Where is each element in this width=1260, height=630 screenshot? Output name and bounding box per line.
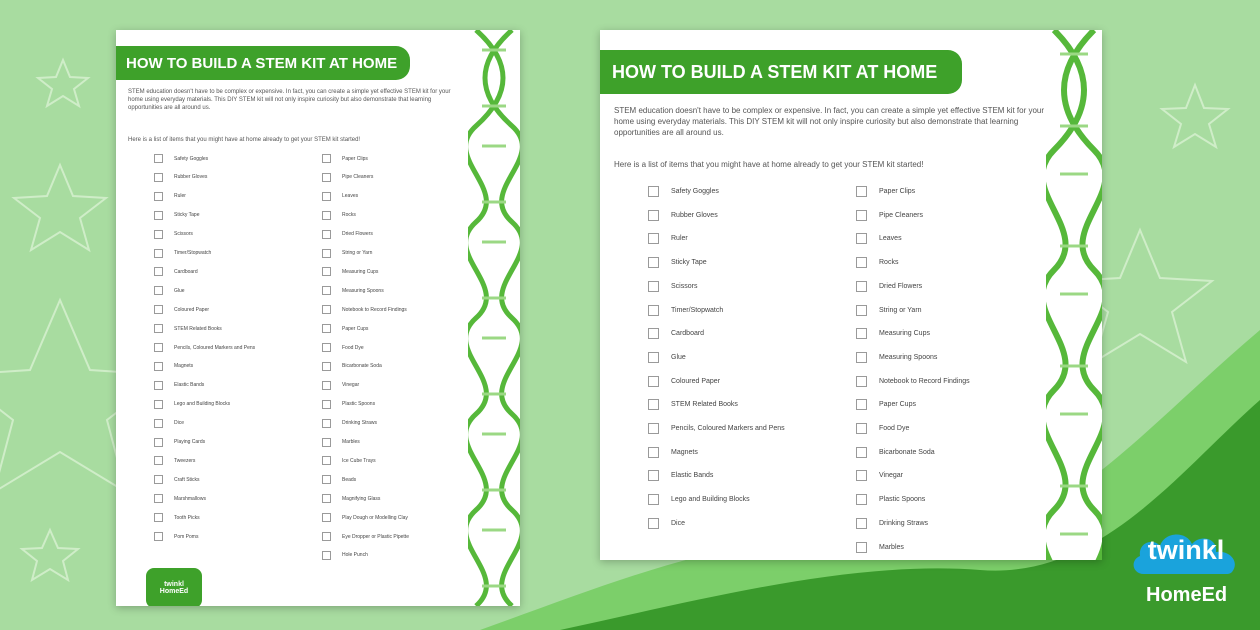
checklist-item[interactable] bbox=[856, 281, 922, 292]
checklist-item[interactable] bbox=[322, 494, 380, 503]
checklist-item-label: Magnets bbox=[174, 363, 194, 370]
checklist-item-label: Timer/Stopwatch bbox=[671, 306, 724, 314]
checklist-item-label: STEM Related Books bbox=[671, 401, 738, 409]
checkbox[interactable] bbox=[856, 470, 867, 481]
checklist-item[interactable] bbox=[322, 362, 382, 371]
checkbox[interactable] bbox=[856, 352, 867, 363]
checklist-item-label: Dice bbox=[671, 519, 686, 527]
checklist-item[interactable] bbox=[322, 438, 360, 447]
checkbox[interactable] bbox=[322, 551, 331, 560]
checklist-item[interactable] bbox=[154, 173, 207, 182]
intro-paragraph: STEM education doesn't have to be complex or expensive. In fact, you can create a simple yet effective STEM kit for your home using everyday materials. This DIY STEM kit will not only inspire curiosity but also demonstrate that learning opportunities are all around us. bbox=[128, 89, 451, 112]
checklist-item[interactable] bbox=[856, 423, 909, 434]
checklist-item[interactable] bbox=[648, 328, 704, 339]
checklist-item[interactable] bbox=[856, 257, 898, 268]
checkbox[interactable] bbox=[322, 324, 331, 333]
checklist-item-label: String or Yarn bbox=[342, 250, 373, 256]
checklist-item[interactable] bbox=[648, 399, 738, 410]
checkbox[interactable] bbox=[154, 494, 163, 503]
checkbox[interactable] bbox=[154, 343, 163, 352]
checkbox[interactable] bbox=[154, 381, 163, 390]
checklist-item[interactable] bbox=[322, 173, 373, 182]
checkbox[interactable] bbox=[648, 210, 659, 221]
checklist-item-label: Pipe Cleaners bbox=[342, 174, 374, 181]
checkbox[interactable] bbox=[154, 173, 163, 182]
checklist-item[interactable] bbox=[154, 286, 185, 295]
checklist-item[interactable] bbox=[856, 305, 922, 316]
checklist-item-label: Rubber Gloves bbox=[671, 211, 718, 219]
checklist-item[interactable] bbox=[154, 438, 205, 447]
checkbox[interactable] bbox=[648, 447, 659, 458]
checklist-item[interactable] bbox=[154, 305, 209, 314]
checklist-item[interactable] bbox=[648, 470, 713, 481]
checklist-item-label: Ruler bbox=[174, 193, 186, 200]
checkbox[interactable] bbox=[856, 328, 867, 339]
checklist-item[interactable] bbox=[154, 362, 193, 371]
checkbox[interactable] bbox=[856, 518, 867, 529]
checklist-item-label: Plastic Spoons bbox=[879, 496, 926, 504]
checklist-item[interactable] bbox=[648, 447, 698, 458]
checkbox[interactable] bbox=[648, 494, 659, 505]
checkbox[interactable] bbox=[322, 381, 331, 390]
checklist-item[interactable] bbox=[322, 343, 364, 352]
checkbox[interactable] bbox=[322, 305, 331, 314]
twinkl-homeed-logo bbox=[1128, 528, 1246, 618]
checkbox[interactable] bbox=[322, 192, 331, 201]
checklist-item-label: Food Dye bbox=[342, 344, 364, 351]
checklist-item[interactable] bbox=[856, 210, 923, 221]
checkbox[interactable] bbox=[322, 400, 331, 409]
checkbox[interactable] bbox=[856, 376, 867, 387]
checklist-item-label: Ruler bbox=[671, 235, 688, 243]
checklist-item-label: Cardboard bbox=[174, 268, 198, 275]
checkbox[interactable] bbox=[154, 400, 163, 409]
checklist-item[interactable] bbox=[322, 211, 356, 220]
checklist-item-label: Pom Poms bbox=[174, 533, 199, 540]
checkbox[interactable] bbox=[322, 343, 331, 352]
checklist-item-label: Glue bbox=[174, 287, 185, 294]
checklist-item-label: Elastic Bands bbox=[671, 472, 714, 480]
checklist-item[interactable] bbox=[648, 494, 750, 505]
list-intro-text: Here is a list of items that you might have at home already to get your STEM kit started! bbox=[614, 160, 924, 169]
checklist-item[interactable] bbox=[856, 399, 916, 410]
checklist-item-label: Paper Clips bbox=[342, 155, 368, 162]
checklist-item[interactable] bbox=[154, 230, 193, 239]
checklist-item-label: Measuring Spoons bbox=[342, 287, 384, 294]
logo-small-line2: HomeEd bbox=[159, 588, 189, 595]
dna-helix-decoration bbox=[1046, 30, 1102, 560]
worksheet-preview-left bbox=[116, 30, 520, 606]
checklist-item-label: Safety Goggles bbox=[174, 155, 209, 162]
checklist-item[interactable] bbox=[648, 186, 719, 197]
checkbox[interactable] bbox=[856, 494, 867, 505]
checklist-item[interactable] bbox=[322, 192, 358, 201]
checklist-item[interactable] bbox=[154, 324, 222, 333]
checkbox[interactable] bbox=[648, 281, 659, 292]
checkbox[interactable] bbox=[322, 286, 331, 295]
checkbox[interactable] bbox=[856, 233, 867, 244]
checkbox[interactable] bbox=[856, 257, 867, 268]
checklist-item[interactable] bbox=[856, 447, 935, 458]
checklist-item[interactable] bbox=[856, 518, 928, 529]
checklist-item-label: Play Dough or Modelling Clay bbox=[342, 514, 408, 521]
checklist-item[interactable] bbox=[322, 551, 368, 560]
checklist-item-label: Marbles bbox=[879, 543, 904, 551]
checklist-item-label: Craft Sticks bbox=[174, 476, 200, 483]
checkbox[interactable] bbox=[648, 305, 659, 316]
checklist-item-label: Glue bbox=[671, 353, 686, 361]
checkbox[interactable] bbox=[154, 532, 163, 541]
checkbox[interactable] bbox=[322, 494, 331, 503]
checklist-item-label: Magnifying Glass bbox=[342, 495, 381, 502]
checklist-item-label: Drinking Straws bbox=[342, 420, 378, 427]
checklist-item-label: Vinegar bbox=[879, 472, 904, 480]
checklist-item-label: Tooth Picks bbox=[174, 514, 200, 521]
checklist-item[interactable] bbox=[322, 267, 378, 276]
checklist-item-label: Dice bbox=[174, 420, 185, 427]
intro-paragraph: STEM education doesn't have to be complex or expensive. In fact, you can create a simple yet effective STEM kit for your home using everyday materials. This DIY STEM kit will not only inspire curiosity but also demonstrate that learning opportunities are all around us. bbox=[614, 106, 1045, 137]
checklist-item-label: Tweezers bbox=[174, 457, 196, 464]
checklist-item-label: Leaves bbox=[342, 193, 359, 200]
checkbox[interactable] bbox=[154, 154, 163, 163]
checkbox[interactable] bbox=[154, 419, 163, 428]
checkbox[interactable] bbox=[856, 210, 867, 221]
checklist-item[interactable] bbox=[856, 186, 915, 197]
checkbox[interactable] bbox=[322, 154, 331, 163]
checklist-item[interactable] bbox=[154, 513, 200, 522]
checkbox[interactable] bbox=[322, 513, 331, 522]
checklist-item[interactable] bbox=[322, 230, 373, 239]
checklist-item[interactable] bbox=[154, 192, 186, 201]
checklist-item[interactable] bbox=[154, 381, 204, 390]
checklist-item[interactable] bbox=[322, 419, 377, 428]
checklist-item-label: Sticky Tape bbox=[671, 259, 707, 267]
checkbox[interactable] bbox=[154, 324, 163, 333]
checklist-item-label: Coloured Paper bbox=[174, 306, 210, 313]
checklist-item[interactable] bbox=[154, 419, 184, 428]
checklist-item[interactable] bbox=[154, 267, 198, 276]
checkbox[interactable] bbox=[856, 423, 867, 434]
checkbox[interactable] bbox=[648, 352, 659, 363]
checklist-item-label: Eye Dropper or Plastic Pipette bbox=[342, 533, 409, 540]
checklist-item[interactable] bbox=[856, 494, 925, 505]
checkbox[interactable] bbox=[856, 399, 867, 410]
checklist-item-label: Pipe Cleaners bbox=[879, 211, 923, 219]
brand-subtitle: HomeEd bbox=[1146, 584, 1228, 606]
checkbox[interactable] bbox=[154, 267, 163, 276]
checklist-item-label: Timer/Stopwatch bbox=[174, 250, 212, 256]
checklist-item-label: Sticky Tape bbox=[174, 212, 200, 219]
checklist-item[interactable] bbox=[322, 475, 356, 484]
checkbox[interactable] bbox=[856, 186, 867, 197]
checklist-item-label: Hole Punch bbox=[342, 552, 368, 559]
checklist-item[interactable] bbox=[856, 470, 903, 481]
checklist-item-label: Leaves bbox=[879, 235, 902, 243]
checklist-item[interactable] bbox=[648, 376, 720, 387]
checklist-item-label: Cardboard bbox=[671, 330, 705, 338]
sheet-title: HOW TO BUILD A STEM KIT AT HOME bbox=[600, 50, 962, 94]
logo-small-line1: twinkl bbox=[164, 581, 184, 588]
checkbox[interactable] bbox=[322, 267, 331, 276]
checkbox[interactable] bbox=[322, 456, 331, 465]
checklist-item[interactable] bbox=[154, 249, 211, 258]
checklist-item-label: Marbles bbox=[342, 439, 360, 445]
checkbox[interactable] bbox=[154, 192, 163, 201]
checkbox[interactable] bbox=[322, 419, 331, 428]
checklist-item[interactable] bbox=[154, 343, 255, 352]
twinkl-homeed-logo-small bbox=[146, 568, 202, 606]
brand-name: twinkl bbox=[1147, 535, 1225, 565]
checkbox[interactable] bbox=[154, 305, 163, 314]
checkbox[interactable] bbox=[322, 230, 331, 239]
checklist-item-label: Playing Cards bbox=[174, 439, 206, 445]
checkbox[interactable] bbox=[648, 186, 659, 197]
checklist-item-label: Pencils, Coloured Markers and Pens bbox=[671, 425, 785, 432]
checklist-item[interactable] bbox=[154, 154, 208, 163]
checkbox[interactable] bbox=[154, 513, 163, 522]
checkbox[interactable] bbox=[322, 532, 331, 541]
checkbox[interactable] bbox=[856, 542, 867, 553]
dna-helix-decoration bbox=[468, 30, 520, 606]
checklist-item[interactable] bbox=[154, 400, 230, 409]
checklist-item-label: Paper Cups bbox=[879, 401, 916, 409]
checklist-item[interactable] bbox=[856, 376, 970, 387]
checklist-item-label: Measuring Spoons bbox=[879, 353, 938, 361]
checklist-item[interactable] bbox=[648, 423, 785, 434]
checklist-item[interactable] bbox=[322, 532, 409, 541]
checklist-item[interactable] bbox=[322, 513, 408, 522]
checkbox[interactable] bbox=[154, 456, 163, 465]
worksheet-preview-right bbox=[600, 30, 1102, 560]
checklist-item-label: Magnets bbox=[671, 448, 698, 456]
checkbox[interactable] bbox=[648, 257, 659, 268]
sheet-title: HOW TO BUILD A STEM KIT AT HOME bbox=[116, 46, 410, 80]
checklist-item-label: Vinegar bbox=[342, 382, 360, 389]
checklist-item[interactable] bbox=[856, 542, 904, 553]
checklist-item-label: Drinking Straws bbox=[879, 519, 929, 527]
checklist-item-label: Rocks bbox=[342, 212, 356, 219]
checklist-item[interactable] bbox=[322, 381, 359, 390]
checklist-item[interactable] bbox=[154, 532, 198, 541]
checkbox[interactable] bbox=[322, 249, 331, 258]
checklist-item[interactable] bbox=[856, 328, 930, 339]
checklist-item[interactable] bbox=[322, 154, 368, 163]
checkbox[interactable] bbox=[322, 475, 331, 484]
checklist-item-label: Beads bbox=[342, 476, 357, 483]
checklist-item[interactable] bbox=[154, 456, 195, 465]
checklist-item-label: Marshmallows bbox=[174, 495, 206, 502]
checklist-item[interactable] bbox=[648, 233, 688, 244]
checklist-item[interactable] bbox=[648, 281, 697, 292]
checklist-item[interactable] bbox=[648, 518, 685, 529]
checklist-item[interactable] bbox=[856, 352, 937, 363]
checklist-item[interactable] bbox=[154, 211, 199, 220]
checkbox[interactable] bbox=[856, 305, 867, 316]
checklist-item-label: Bicarbonate Soda bbox=[342, 363, 382, 370]
checklist-item[interactable] bbox=[322, 305, 407, 314]
checkbox[interactable] bbox=[648, 423, 659, 434]
checklist-item-label: Plastic Spoons bbox=[342, 401, 376, 408]
checkbox[interactable] bbox=[648, 518, 659, 529]
checkbox[interactable] bbox=[648, 328, 659, 339]
checklist-item-label: Rubber Gloves bbox=[174, 174, 208, 181]
checkbox[interactable] bbox=[154, 249, 163, 258]
checklist-item-label: Safety Goggles bbox=[671, 188, 719, 195]
checkbox[interactable] bbox=[648, 233, 659, 244]
checklist-item-label: Scissors bbox=[174, 231, 193, 238]
checklist-item-label: Paper Clips bbox=[879, 188, 916, 195]
checkbox[interactable] bbox=[322, 438, 331, 447]
checklist-item[interactable] bbox=[154, 494, 206, 503]
checklist-item[interactable] bbox=[322, 324, 368, 333]
checklist-item-label: Measuring Cups bbox=[879, 330, 930, 338]
checklist-item[interactable] bbox=[154, 475, 200, 484]
checklist-item[interactable] bbox=[648, 257, 707, 268]
checklist-item-label: Notebook to Record Findings bbox=[342, 306, 407, 313]
checklist-item[interactable] bbox=[322, 456, 376, 465]
checkbox[interactable] bbox=[154, 211, 163, 220]
checklist-item[interactable] bbox=[648, 210, 718, 221]
checklist-item-label: Bicarbonate Soda bbox=[879, 448, 935, 456]
checkbox[interactable] bbox=[648, 399, 659, 410]
checklist-item-label: Dried Flowers bbox=[879, 282, 923, 290]
checklist-item-label: Elastic Bands bbox=[174, 382, 205, 389]
checklist-item-label: String or Yarn bbox=[879, 306, 922, 314]
checkbox[interactable] bbox=[154, 286, 163, 295]
checklist-item-label: Lego and Building Blocks bbox=[174, 401, 231, 408]
checklist-item[interactable] bbox=[322, 249, 372, 258]
checkbox[interactable] bbox=[322, 362, 331, 371]
checkbox[interactable] bbox=[856, 447, 867, 458]
checkbox[interactable] bbox=[648, 376, 659, 387]
checkbox[interactable] bbox=[154, 475, 163, 484]
checklist-item[interactable] bbox=[856, 233, 902, 244]
checklist-item-label: Measuring Cups bbox=[342, 268, 379, 275]
checklist-item[interactable] bbox=[648, 305, 723, 316]
checklist-item-label: Paper Cups bbox=[342, 325, 369, 332]
checkbox[interactable] bbox=[648, 470, 659, 481]
checklist-item[interactable] bbox=[322, 400, 375, 409]
checklist-item-label: Dried Flowers bbox=[342, 231, 373, 238]
checklist-item-label: Rocks bbox=[879, 259, 899, 267]
checkbox[interactable] bbox=[322, 211, 331, 220]
checkbox[interactable] bbox=[154, 230, 163, 239]
checklist-item-label: Notebook to Record Findings bbox=[879, 377, 970, 385]
checklist-item-label: Food Dye bbox=[879, 425, 910, 432]
checkbox[interactable] bbox=[856, 281, 867, 292]
checklist-item-label: Coloured Paper bbox=[671, 377, 721, 385]
checklist-item[interactable] bbox=[322, 286, 384, 295]
checklist-item-label: STEM Related Books bbox=[174, 325, 222, 332]
checkbox[interactable] bbox=[154, 438, 163, 447]
checklist-item[interactable] bbox=[648, 352, 686, 363]
checklist-item-label: Lego and Building Blocks bbox=[671, 496, 750, 504]
checklist-item-label: Scissors bbox=[671, 282, 698, 290]
checklist-item-label: Pencils, Coloured Markers and Pens bbox=[174, 344, 256, 351]
list-intro-text: Here is a list of items that you might have at home already to get your STEM kit started! bbox=[128, 137, 361, 143]
checkbox[interactable] bbox=[154, 362, 163, 371]
checklist-item-label: Ice Cube Trays bbox=[342, 457, 376, 464]
checkbox[interactable] bbox=[322, 173, 331, 182]
